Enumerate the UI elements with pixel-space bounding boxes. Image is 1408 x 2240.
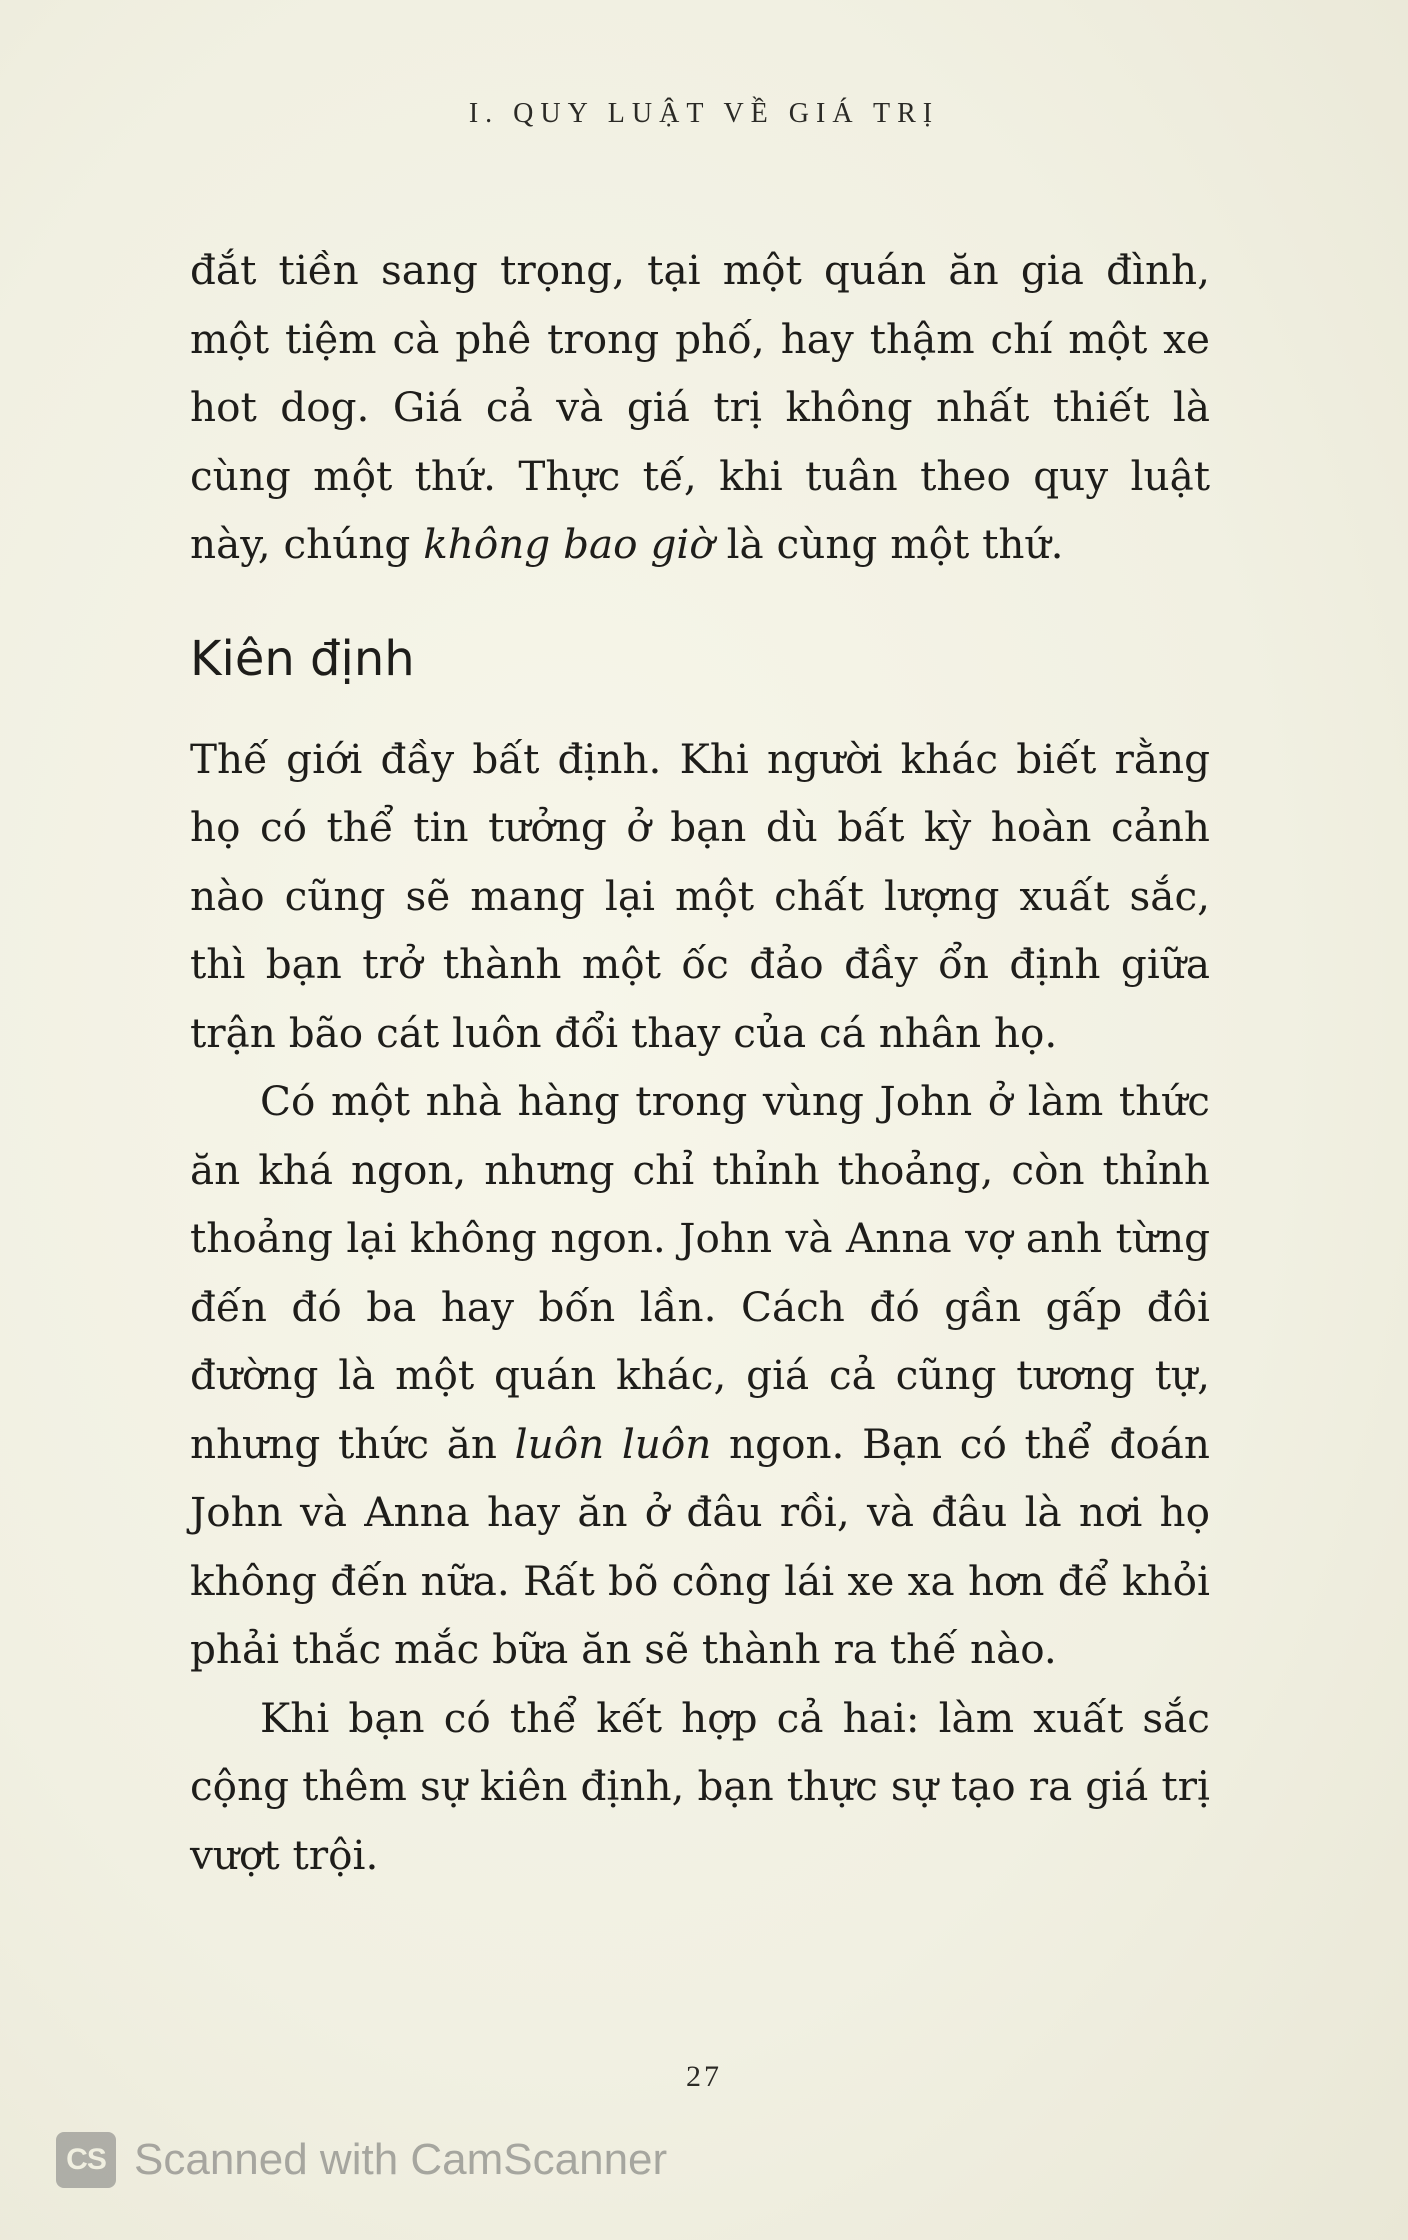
paragraph-text: ngon. Bạn có thể đoán John và Anna hay ăn ở đâu rồi, và đâu là nơi họ không đến nữa. Rất bõ công lái xe xa hơn để khỏi phải thắc mắc bữa ăn sẽ thành ra thế nào. — [190, 1419, 1211, 1673]
paragraph-continued — [190, 236, 1210, 579]
paragraph-text: Có một nhà hàng trong vùng John ở làm thức ăn khá ngon, nhưng chỉ thỉnh thoảng, còn thỉnh thoảng lại không ngon. John và Anna vợ anh từng đến đó ba hay bốn lần. Cách đó gần gấp đôi đường là một quán khác, giá cả cũng tương tự, nhưng thức ăn — [190, 1077, 1210, 1468]
camscanner-logo-icon — [56, 2132, 116, 2188]
page-body — [190, 236, 1210, 1889]
paragraph: Thế giới đầy bất định. Khi người khác biết rằng họ có thể tin tưởng ở bạn dù bất kỳ hoàn cảnh nào cũng sẽ mang lại một chất lượng xuất sắc, thì bạn trở thành một ốc đảo đầy ổn định giữa trận bão cát luôn đổi thay của cá nhân họ. — [190, 734, 1210, 1057]
paragraph: Khi bạn có thể kết hợp cả hai: làm xuất sắc cộng thêm sự kiên định, bạn thực sự tạo ra giá trị vượt trội. — [190, 1693, 1210, 1879]
paragraph-text: là cùng một thứ. — [713, 520, 1064, 568]
camscanner-watermark — [56, 2130, 667, 2190]
section-heading: Kiên định — [190, 630, 415, 687]
emphasis-text: không bao giờ — [423, 520, 714, 568]
running-head: I. QUY LUẬT VỀ GIÁ TRỊ — [468, 98, 940, 129]
paragraph — [190, 1067, 1210, 1684]
watermark-text: Scanned with CamScanner — [134, 2135, 668, 2184]
page-number: 27 — [686, 2060, 722, 2093]
emphasis-text: luôn luôn — [514, 1419, 712, 1468]
paragraph-text: đắt tiền sang trọng, tại một quán ăn gia đình, một tiệm cà phê trong phố, hay thậm chí một xe hot dog. Giá cả và giá trị không nhất thiết là cùng một thứ. Thực tế, khi tuân theo quy luật này, chúng — [190, 246, 1210, 568]
logo-text: CS — [66, 2143, 106, 2176]
